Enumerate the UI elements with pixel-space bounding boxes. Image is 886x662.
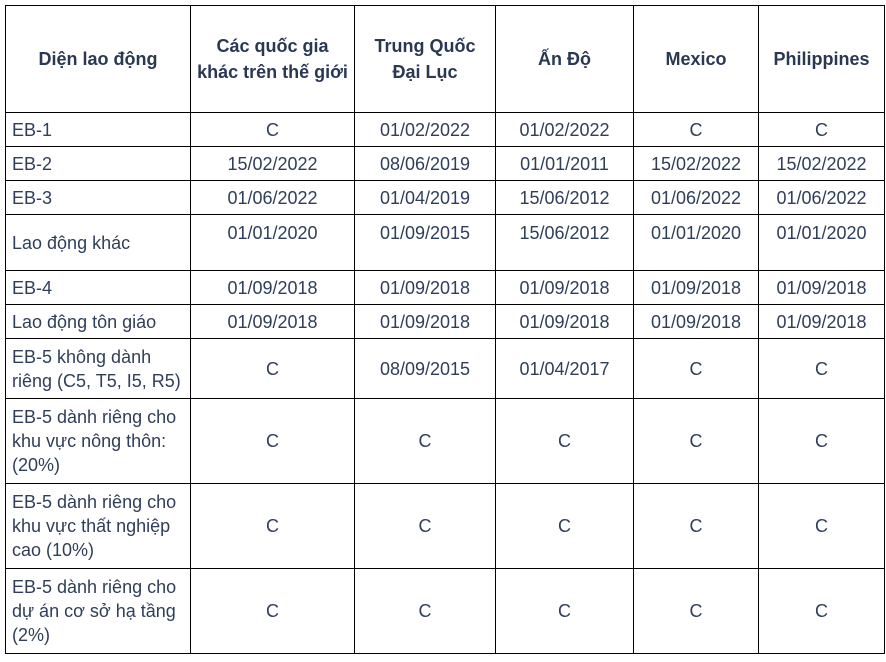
table-cell: C: [355, 399, 496, 484]
table-cell: 01/04/2019: [355, 181, 496, 215]
table-cell: C: [759, 339, 885, 399]
table-cell: 15/02/2022: [759, 147, 885, 181]
row-category: EB-5 dành riêng cho khu vực thất nghiệp cao (10%): [6, 484, 191, 569]
table-cell: 01/01/2011: [496, 147, 634, 181]
table-cell: C: [191, 484, 355, 569]
table-cell: 01/01/2020: [191, 215, 355, 271]
table-cell: 01/06/2022: [191, 181, 355, 215]
header-country: Mexico: [634, 6, 759, 113]
header-country: Các quốc gia khác trên thế giới: [191, 6, 355, 113]
table-cell: 01/09/2018: [355, 305, 496, 339]
row-category: Lao động khác: [6, 215, 191, 271]
table-cell: C: [496, 569, 634, 654]
table-cell: 15/06/2012: [496, 181, 634, 215]
header-country: Trung Quốc Đại Lục: [355, 6, 496, 113]
table-cell: 08/09/2015: [355, 339, 496, 399]
table-cell: C: [634, 339, 759, 399]
table-row: [6, 215, 885, 271]
table-cell: 15/02/2022: [634, 147, 759, 181]
table-cell: C: [634, 569, 759, 654]
row-category: Lao động tôn giáo: [6, 305, 191, 339]
table-cell: C: [759, 399, 885, 484]
table-row: [6, 113, 885, 147]
row-category: EB-2: [6, 147, 191, 181]
table-cell: C: [634, 484, 759, 569]
table-row: [6, 181, 885, 215]
table-cell: 01/09/2018: [496, 305, 634, 339]
table-row: [6, 271, 885, 305]
table-cell: C: [191, 113, 355, 147]
table-cell: 01/09/2018: [496, 271, 634, 305]
row-category: EB-5 dành riêng cho dự án cơ sở hạ tầng (2%): [6, 569, 191, 654]
table-cell: 01/02/2022: [496, 113, 634, 147]
table-cell: C: [759, 113, 885, 147]
table-cell: C: [191, 569, 355, 654]
row-category: EB-5 dành riêng cho khu vực nông thôn: (20%): [6, 399, 191, 484]
table-cell: 01/09/2018: [191, 271, 355, 305]
table-cell: 15/02/2022: [191, 147, 355, 181]
row-category: EB-5 không dành riêng (C5, T5, I5, R5): [6, 339, 191, 399]
row-category: EB-1: [6, 113, 191, 147]
table-cell: C: [355, 484, 496, 569]
table-cell: 01/09/2018: [355, 271, 496, 305]
table-row: [6, 399, 885, 484]
table-cell: 08/06/2019: [355, 147, 496, 181]
table-row: [6, 305, 885, 339]
table-cell: C: [496, 484, 634, 569]
table-cell: C: [191, 339, 355, 399]
visa-bulletin-table: [5, 5, 885, 654]
table-cell: 01/09/2018: [634, 305, 759, 339]
header-category: Diện lao động: [6, 6, 191, 113]
table-row: [6, 147, 885, 181]
table-cell: 01/01/2020: [634, 215, 759, 271]
table-cell: C: [759, 569, 885, 654]
table-cell: 01/06/2022: [634, 181, 759, 215]
table-cell: 01/09/2018: [759, 271, 885, 305]
table-cell: 01/09/2018: [759, 305, 885, 339]
table-cell: 01/04/2017: [496, 339, 634, 399]
table-cell: 01/01/2020: [759, 215, 885, 271]
table-cell: C: [355, 569, 496, 654]
table-cell: C: [634, 113, 759, 147]
table-row: [6, 569, 885, 654]
table-cell: 01/02/2022: [355, 113, 496, 147]
table-row: [6, 484, 885, 569]
table-cell: C: [191, 399, 355, 484]
table-cell: C: [496, 399, 634, 484]
table-row: [6, 339, 885, 399]
header-country: Ấn Độ: [496, 6, 634, 113]
table-cell: 01/09/2018: [634, 271, 759, 305]
table-cell: C: [759, 484, 885, 569]
row-category: EB-4: [6, 271, 191, 305]
table-cell: C: [634, 399, 759, 484]
table-cell: 01/06/2022: [759, 181, 885, 215]
table-cell: 01/09/2015: [355, 215, 496, 271]
header-country: Philippines: [759, 6, 885, 113]
table-cell: 15/06/2012: [496, 215, 634, 271]
row-category: EB-3: [6, 181, 191, 215]
header-row: [6, 6, 885, 113]
table-cell: 01/09/2018: [191, 305, 355, 339]
